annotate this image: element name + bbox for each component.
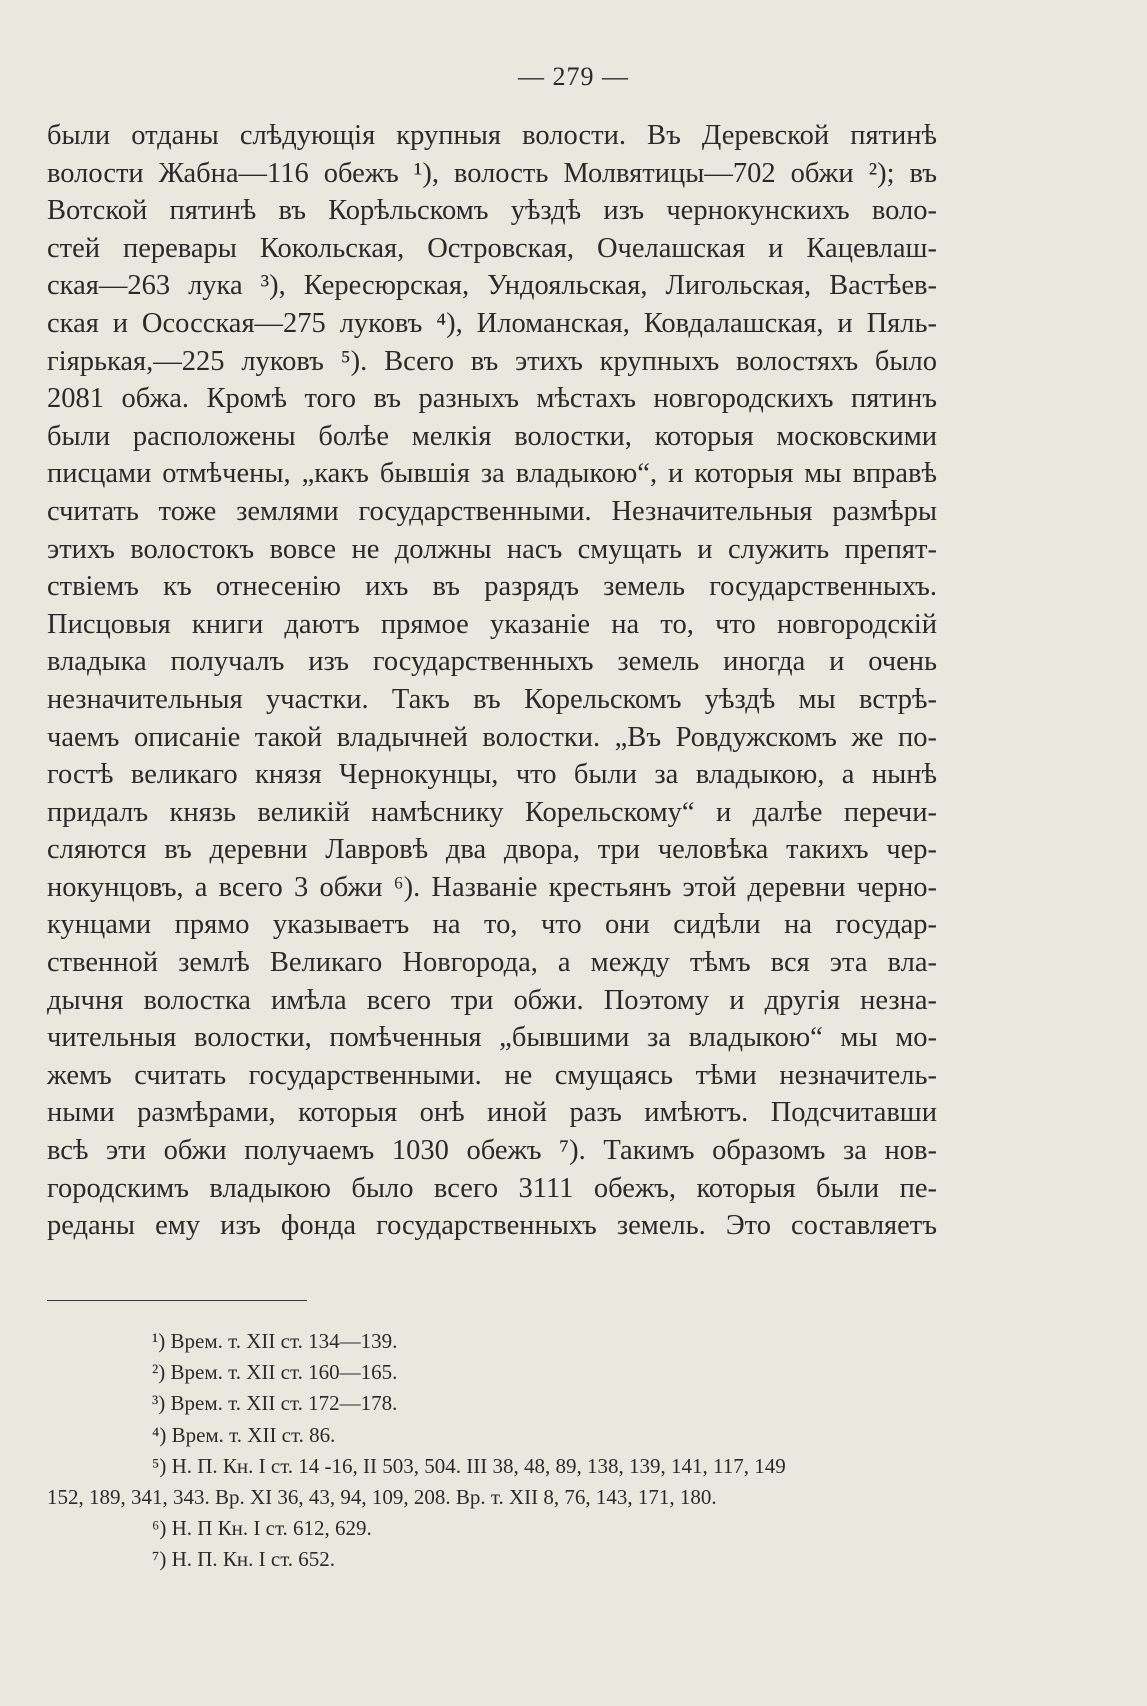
text-line: считать тоже землями государственными. Незначительныя размѣры: [47, 495, 937, 527]
text-line: Писцовыя книги даютъ прямое указаніе на то, что новгородскій: [47, 608, 937, 640]
text-line: стей перевары Кокольская, Островская, Очелашская и Кацевлаш-: [47, 232, 937, 264]
footnote-separator: [47, 1300, 307, 1301]
text-line: гіярькая,—225 луковъ ⁵). Всего въ этихъ крупныхъ волостяхъ было: [47, 345, 937, 377]
footnote: ⁴) Врем. т. XII ст. 86.: [152, 1422, 336, 1447]
text-line: этихъ волостокъ вовсе не должны насъ смущать и служить препят-: [47, 533, 937, 565]
text-line: владыка получалъ изъ государственныхъ земель иногда и очень: [47, 646, 937, 678]
text-line: были отданы слѣдующія крупныя волости. Въ Деревской пятинѣ: [47, 120, 937, 151]
footnote: ²) Врем. т. XII ст. 160—165.: [152, 1360, 398, 1385]
text-line: нокунцовъ, а всего 3 обжи ⁶). Названіе крестьянъ этой деревни черно-: [47, 871, 937, 903]
text-line: были расположены болѣе мелкія волостки, которыя московскими: [47, 420, 937, 452]
text-line: гостѣ великаго князя Чернокунцы, что были за владыкою, а нынѣ: [47, 759, 937, 791]
footnote: ⁷) Н. П. Кн. I ст. 652.: [152, 1547, 336, 1572]
text-line: чительныя волостки, помѣченныя „бывшими за владыкою“ мы мо-: [47, 1022, 937, 1054]
text-line: ская и Ососская—275 луковъ ⁴), Иломанская, Ковдалашская, и Пяль-: [47, 307, 937, 339]
text-line: кунцами прямо указываетъ на то, что они сидѣли на государ-: [47, 909, 937, 941]
text-line: чаемъ описаніе такой владычней волостки. „Въ Ровдужскомъ же по-: [47, 721, 937, 753]
text-line: жемъ считать государственными. не смущаясь тѣми незначитель-: [47, 1059, 937, 1091]
text-line: писцами отмѣчены, „какъ бывшія за владыкою“, и которыя мы вправѣ: [47, 458, 937, 490]
text-line: незначительныя участки. Такъ въ Корельскомъ уѣздѣ мы встрѣ-: [47, 683, 937, 715]
footnote: ⁶) Н. П Кн. I ст. 612, 629.: [152, 1516, 372, 1541]
text-line: ственной землѣ Великаго Новгорода, а между тѣмъ вся эта вла-: [47, 947, 937, 979]
footnote: ⁵) Н. П. Кн. I ст. 14 -16, II 503, 504. III 38, 48, 89, 138, 139, 141, 117, 149: [152, 1453, 786, 1478]
text-line: ская—263 лука ³), Кересюрская, Ундояльская, Лигольская, Вастѣев-: [47, 270, 937, 302]
text-line: ными размѣрами, которыя онѣ иной разъ имѣютъ. Подсчитавши: [47, 1097, 937, 1129]
footnotes: [47, 1326, 937, 1576]
text-line: реданы ему изъ фонда государственныхъ земель. Это составляетъ: [47, 1210, 937, 1242]
text-line: 2081 обжа. Кромѣ того въ разныхъ мѣстахъ новгородскихъ пятинъ: [47, 383, 937, 415]
body-text: [47, 117, 937, 1245]
text-line: Вотской пятинѣ въ Корѣльскомъ уѣздѣ изъ чернокунскихъ воло-: [47, 195, 937, 227]
text-line: дычня волостка имѣла всего три обжи. Поэтому и другія незна-: [47, 984, 937, 1016]
text-line: всѣ эти обжи получаемъ 1030 обежъ ⁷). Такимъ образомъ за нов-: [47, 1135, 937, 1167]
text-line: сляются въ деревни Лавровѣ два двора, три человѣка такихъ чер-: [47, 834, 937, 866]
text-line: ствіемъ къ отнесенію ихъ въ разрядъ земель государственныхъ.: [47, 571, 937, 603]
text-line: волости Жабна—116 обежъ ¹), волость Молвятицы—702 обжи ²); въ: [47, 157, 937, 189]
footnote-continuation: 152, 189, 341, 343. Вр. XI 36, 43, 94, 109, 208. Вр. т. XII 8, 76, 143, 171, 180.: [47, 1484, 717, 1509]
footnote: ¹) Врем. т. XII ст. 134—139.: [152, 1329, 398, 1353]
text-line: придалъ князь великій намѣснику Корельскому“ и далѣе перечи-: [47, 796, 937, 828]
text-line: городскимъ владыкою было всего 3111 обежъ, которыя были пе-: [47, 1172, 937, 1204]
page-number: — 279 —: [518, 62, 629, 91]
footnote: ³) Врем. т. XII ст. 172—178.: [152, 1391, 398, 1416]
